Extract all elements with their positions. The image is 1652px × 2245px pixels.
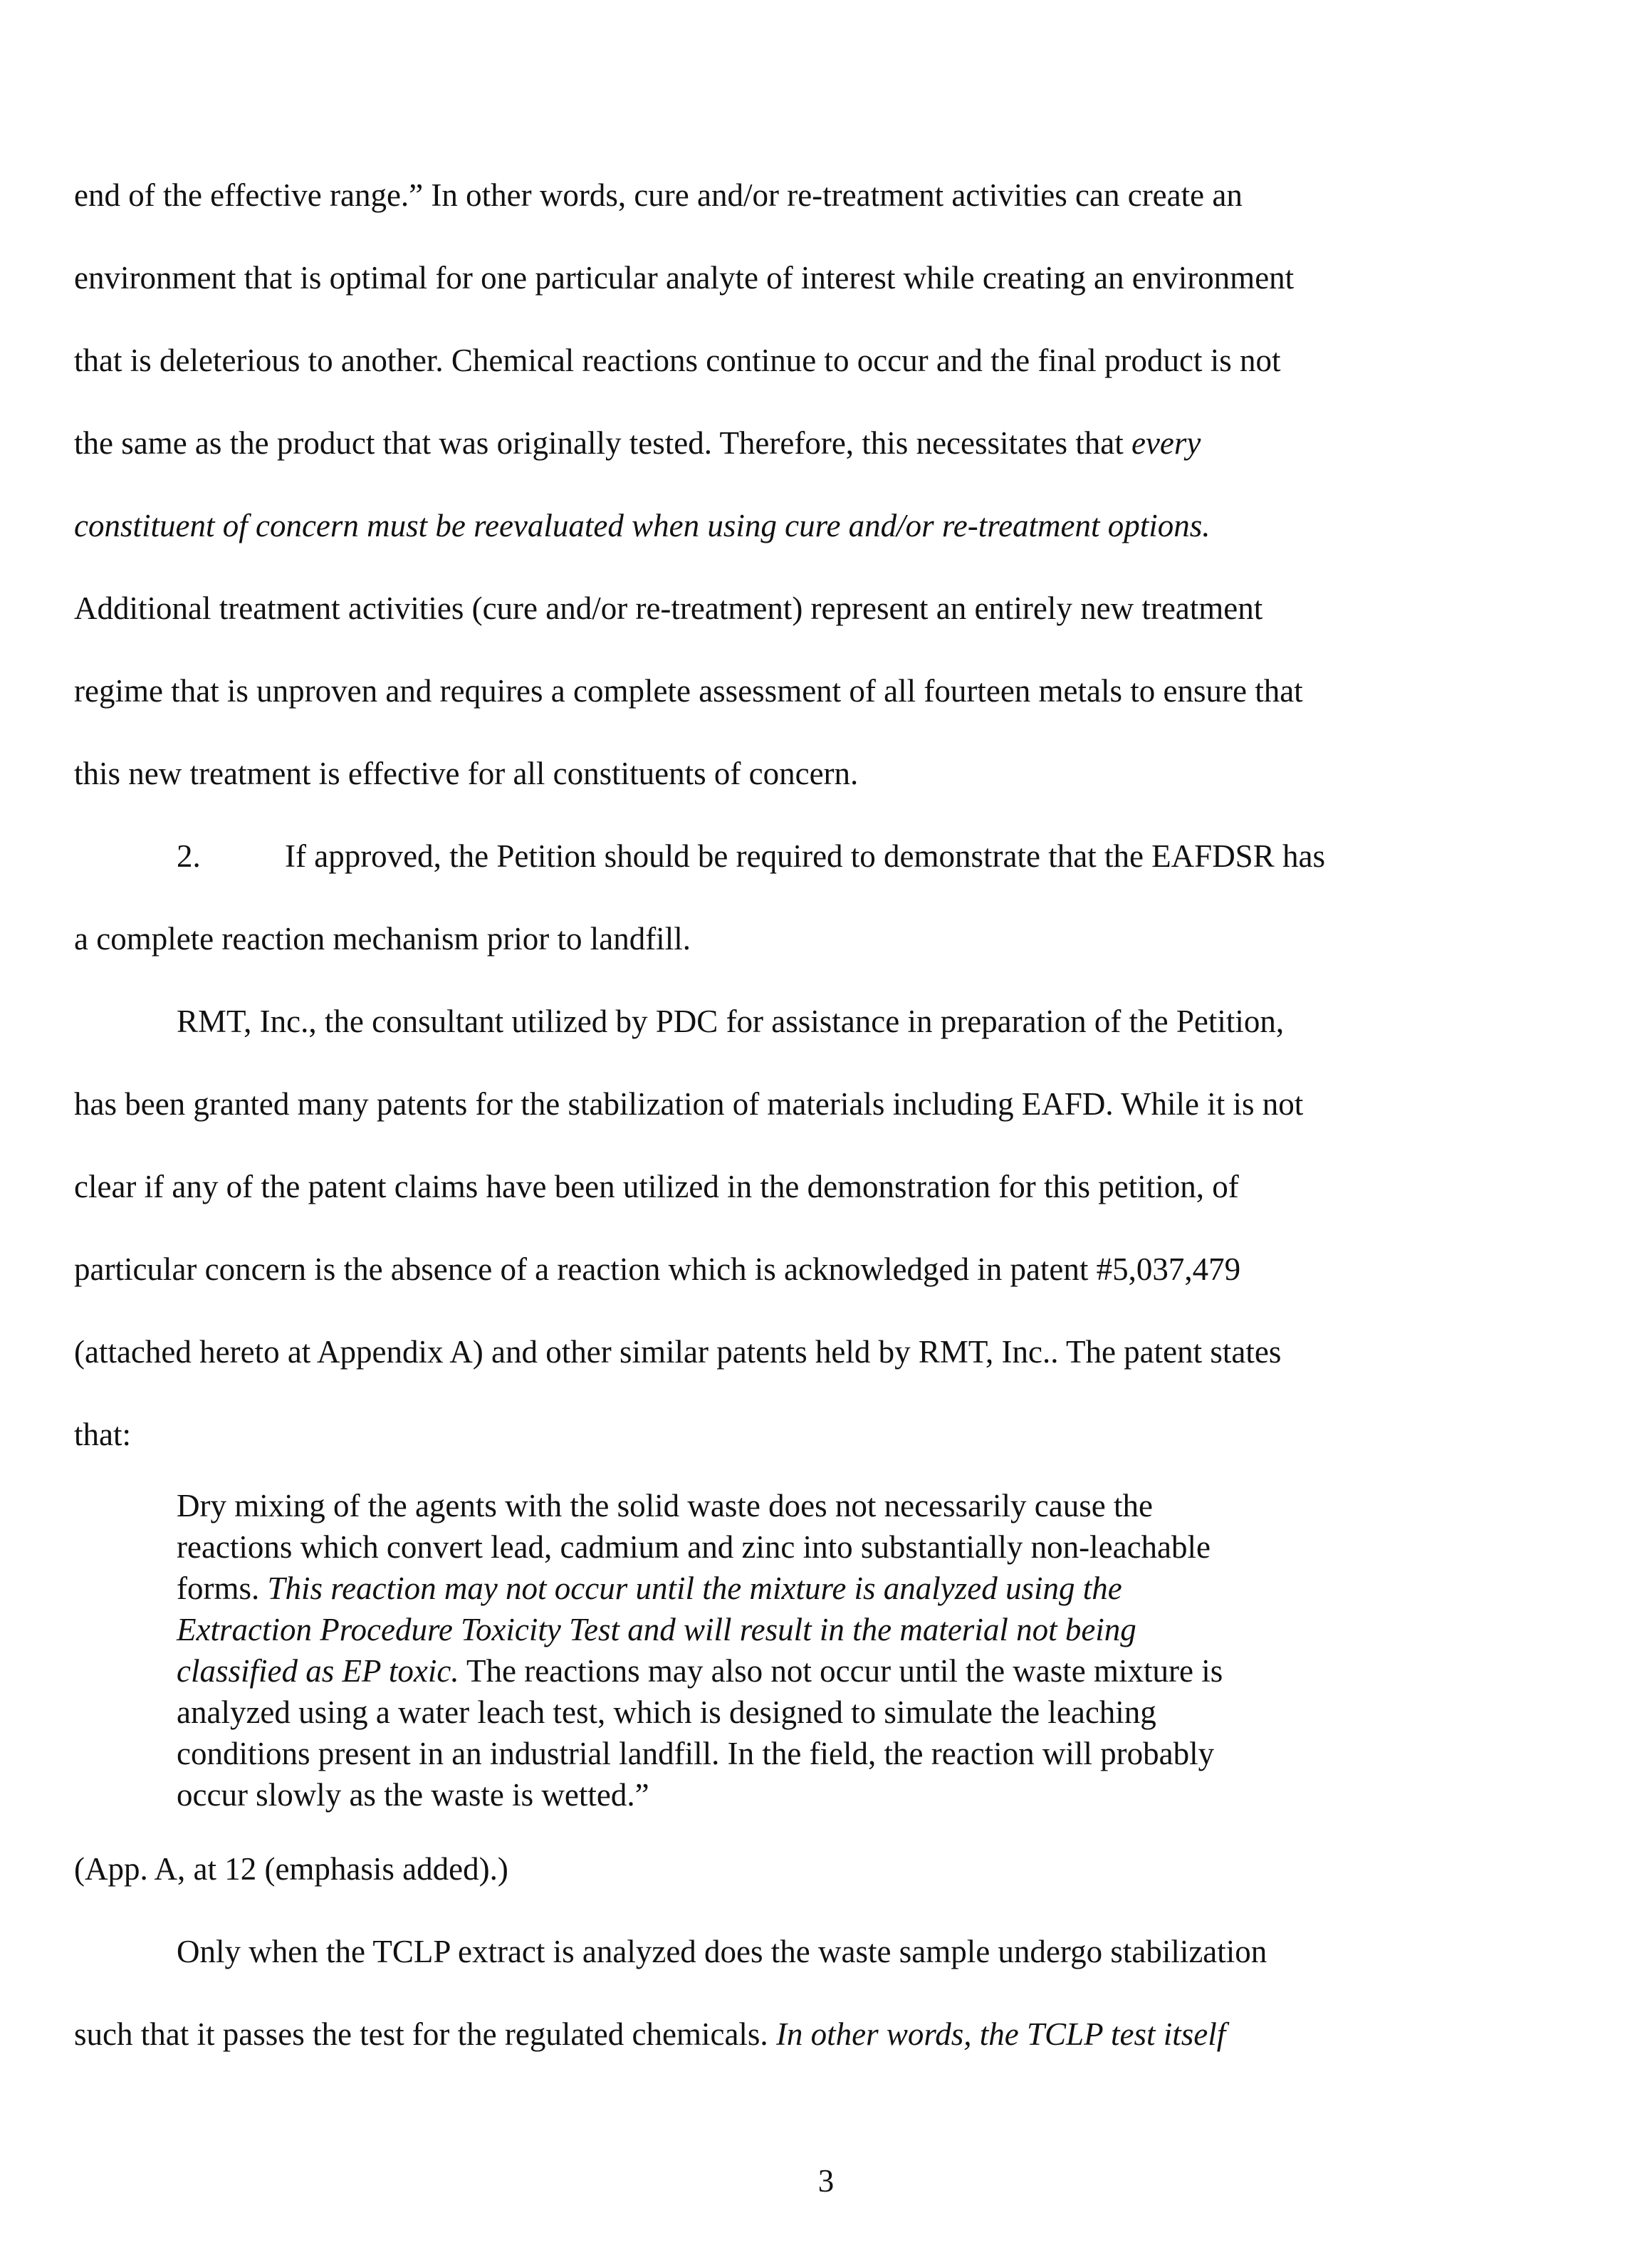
body-text-line: clear if any of the patent claims have been utilized in the demonstration for this petition, of bbox=[74, 1169, 1239, 1204]
emphasis-text: In other words, the TCLP test itself bbox=[775, 2016, 1226, 2052]
block-quote-line: Dry mixing of the agents with the solid waste does not necessarily cause the bbox=[177, 1488, 1153, 1523]
item-number: 2. bbox=[177, 838, 201, 874]
numbered-item-text: If approved, the Petition should be required to demonstrate that the EAFDSR has bbox=[285, 838, 1325, 874]
body-text-line bbox=[74, 506, 1211, 546]
body-text-line bbox=[74, 2014, 1225, 2054]
body-text-line: Only when the TCLP extract is analyzed does the waste sample undergo stabilization bbox=[177, 1934, 1267, 1969]
emphasis-text: constituent of concern must be reevaluated when using cure and/or re-treatment options. bbox=[74, 508, 1211, 543]
body-text-line: (attached hereto at Appendix A) and other similar patents held by RMT, Inc.. The patent states bbox=[74, 1334, 1282, 1370]
emphasis-text: This reaction may not occur until the mixture is analyzed using the bbox=[267, 1571, 1122, 1606]
body-text-line: Additional treatment activities (cure and/or re-treatment) represent an entirely new treatment bbox=[74, 590, 1263, 626]
body-text-line: environment that is optimal for one particular analyte of interest while creating an environment bbox=[74, 260, 1295, 296]
emphasis-text: Extraction Procedure Toxicity Test and will result in the material not being bbox=[177, 1612, 1136, 1647]
citation: (App. A, at 12 (emphasis added).) bbox=[74, 1851, 508, 1887]
block-quote-segment: The reactions may also not occur until the waste mixture is bbox=[459, 1653, 1223, 1689]
block-quote-line: conditions present in an industrial landfill. In the field, the reaction will probably bbox=[177, 1736, 1215, 1771]
emphasis-text: classified as EP toxic. bbox=[177, 1653, 459, 1689]
body-text-line: particular concern is the absence of a reaction which is acknowledged in patent #5,037,479 bbox=[74, 1251, 1241, 1287]
page-number: 3 bbox=[817, 2163, 835, 2199]
emphasis-text: every bbox=[1131, 425, 1201, 461]
block-quote-line: reactions which convert lead, cadmium and zinc into substantially non-leachable bbox=[177, 1529, 1211, 1565]
body-text-line: has been granted many patents for the stabilization of materials including EAFD. While it is not bbox=[74, 1086, 1304, 1122]
block-quote-line bbox=[177, 1651, 1223, 1691]
body-text-line: this new treatment is effective for all constituents of concern. bbox=[74, 756, 859, 791]
block-quote-line bbox=[177, 1568, 1122, 1608]
block-quote-line: occur slowly as the waste is wetted.” bbox=[177, 1777, 649, 1813]
body-text-line: that: bbox=[74, 1417, 131, 1452]
block-quote-line: analyzed using a water leach test, which is designed to simulate the leaching bbox=[177, 1694, 1156, 1730]
numbered-item-text: a complete reaction mechanism prior to landfill. bbox=[74, 921, 691, 957]
body-text-segment: such that it passes the test for the regulated chemicals. bbox=[74, 2016, 776, 2052]
block-quote-segment: forms. bbox=[177, 1571, 268, 1606]
body-text-line bbox=[74, 423, 1201, 463]
body-text-line: RMT, Inc., the consultant utilized by PDC for assistance in preparation of the Petition, bbox=[177, 1004, 1285, 1039]
block-quote-line bbox=[177, 1610, 1136, 1650]
body-text-segment: the same as the product that was originally tested. Therefore, this necessitates that bbox=[74, 425, 1131, 461]
body-text-line: that is deleterious to another. Chemical reactions continue to occur and the final product is not bbox=[74, 343, 1281, 378]
body-text-line: regime that is unproven and requires a complete assessment of all fourteen metals to ensure that bbox=[74, 673, 1303, 709]
body-text-line: end of the effective range.” In other words, cure and/or re-treatment activities can create an bbox=[74, 177, 1243, 213]
